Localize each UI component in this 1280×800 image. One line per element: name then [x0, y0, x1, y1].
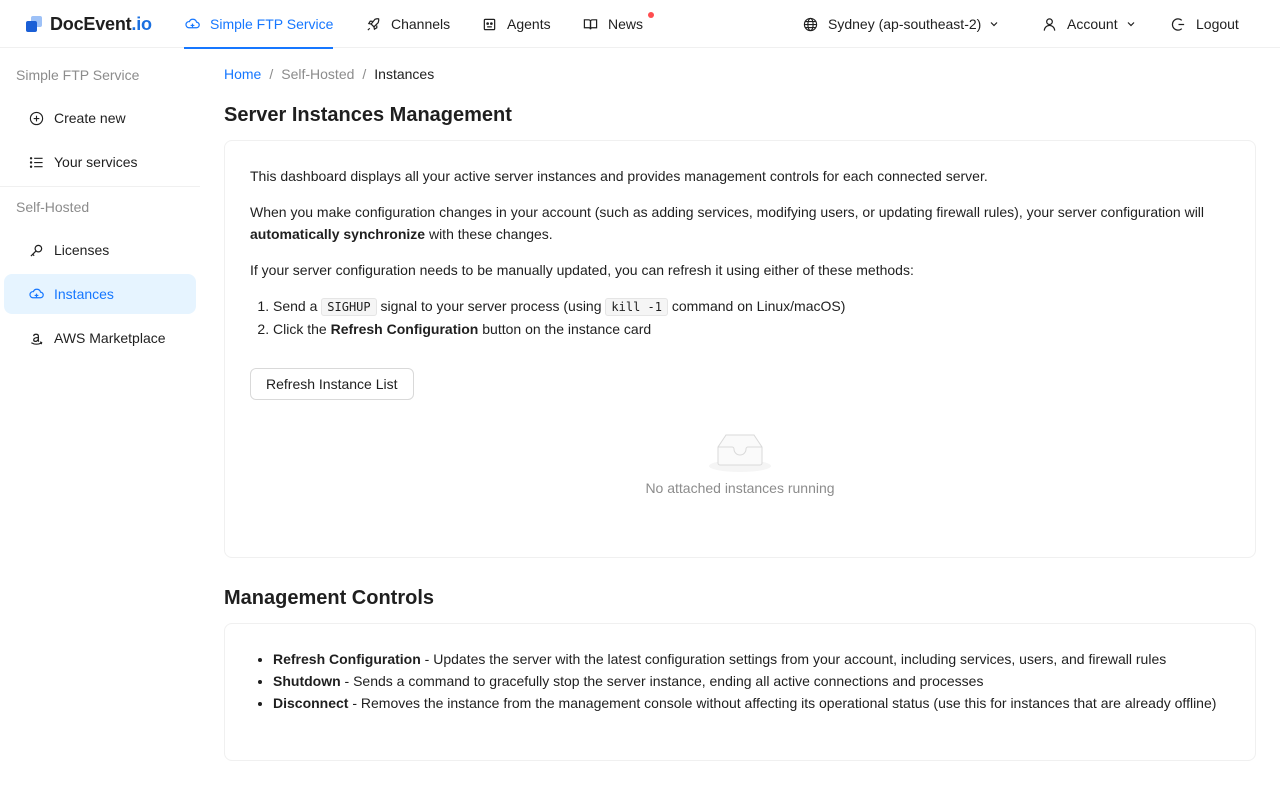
sidebar-item-label: AWS Marketplace — [54, 330, 166, 346]
sidebar-item-create-new[interactable] — [4, 98, 196, 138]
breadcrumb-current: Instances — [374, 66, 435, 82]
sync-text: When you make configuration changes in your account (such as adding services, modifying users, or updating firewall rules), your server configuration will automatically synchronize with these changes. — [250, 204, 1205, 242]
sidebar-divider — [0, 186, 200, 187]
logout-button[interactable] — [1170, 0, 1239, 48]
user-icon — [1041, 16, 1057, 32]
sidebar-item-label: Instances — [54, 286, 114, 302]
region-selector[interactable] — [802, 0, 999, 48]
logo-icon — [26, 16, 42, 32]
sidebar-item-label: Your services — [54, 154, 138, 170]
robot-icon — [481, 16, 497, 32]
brand-logo[interactable] — [26, 12, 152, 36]
manual-text: If your server configuration needs to be manually updated, you can refresh it using either of these methods: — [250, 262, 914, 278]
sidebar-item-licenses[interactable] — [4, 230, 196, 270]
sidebar-group-title: Simple FTP Service — [16, 67, 140, 83]
region-label: Sydney (ap-southeast-2) — [828, 16, 982, 32]
kill-command-code: kill -1 — [605, 298, 668, 316]
section-title: Management Controls — [224, 587, 435, 609]
breadcrumb — [224, 66, 434, 82]
sidebar-item-aws-marketplace[interactable] — [4, 318, 196, 358]
list-icon — [28, 154, 44, 170]
book-icon — [582, 16, 598, 32]
rocket-icon — [365, 16, 381, 32]
account-label: Account — [1067, 16, 1118, 32]
account-menu[interactable] — [1041, 0, 1136, 48]
refresh-instance-list-button[interactable]: Refresh Instance List — [250, 368, 414, 400]
nav-channels[interactable] — [365, 0, 450, 48]
sidebar-group-title: Self-Hosted — [16, 199, 90, 215]
list-item: 2. Click the Refresh Configuration button on the instance card — [273, 318, 1233, 340]
cloud-icon — [184, 16, 200, 32]
nav-label: News — [608, 16, 644, 32]
list-item: • Shutdown - Sends a command to gracefully stop the server instance, ending all active connections and processes — [273, 670, 1233, 692]
brand-name: DocEvent — [50, 13, 132, 34]
logout-icon — [1170, 16, 1186, 32]
key-icon — [28, 242, 44, 258]
amazon-icon — [28, 330, 44, 346]
top-header — [0, 0, 1280, 48]
sidebar-item-instances[interactable] — [4, 274, 196, 314]
nav-simple-ftp-service[interactable] — [184, 0, 333, 48]
list-item: • Disconnect - Removes the instance from the management console without affecting its operational status (use this for instances that are already offline) — [273, 692, 1233, 714]
sidebar-item-label: Licenses — [54, 242, 110, 258]
sidebar-item-your-services[interactable] — [4, 142, 196, 182]
nav-label: Agents — [507, 16, 551, 32]
list-item: 1. Send a SIGHUP signal to your server process (using kill -1 command on Linux/macOS) — [273, 295, 1233, 318]
sidebar-item-label: Create new — [54, 110, 126, 126]
empty-inbox-icon — [708, 429, 772, 473]
controls-list — [273, 648, 1233, 714]
nav-label: Channels — [391, 16, 451, 32]
instances-card — [224, 140, 1256, 558]
breadcrumb-separator: / — [362, 66, 367, 82]
nav-agents[interactable] — [481, 0, 551, 48]
breadcrumb-separator: / — [269, 66, 274, 82]
globe-icon — [802, 16, 818, 32]
sidebar — [0, 49, 200, 800]
empty-state-text: No attached instances running — [645, 480, 835, 496]
sync-bold: automatically synchronize — [250, 226, 426, 242]
cloud-icon — [28, 286, 44, 302]
breadcrumb-home-link[interactable]: Home — [224, 66, 262, 82]
sighup-code: SIGHUP — [321, 298, 376, 316]
chevron-down-icon — [1126, 19, 1136, 29]
page-title: Server Instances Management — [224, 104, 512, 126]
refresh-methods-list — [273, 295, 1233, 340]
brand-tld: .io — [131, 13, 152, 34]
nav-news[interactable] — [582, 0, 643, 48]
list-item: • Refresh Configuration - Updates the server with the latest configuration settings from your account, including services, users, and firewall rules — [273, 648, 1233, 670]
nav-label: Simple FTP Service — [210, 16, 334, 32]
news-badge-dot — [648, 12, 654, 18]
breadcrumb-self-hosted[interactable]: Self-Hosted — [281, 66, 355, 82]
chevron-down-icon — [989, 19, 999, 29]
logout-label: Logout — [1196, 16, 1239, 32]
intro-text: This dashboard displays all your active server instances and provides management controls for each connected server. — [250, 168, 988, 184]
controls-card — [224, 623, 1256, 761]
plus-circle-icon — [28, 110, 44, 126]
